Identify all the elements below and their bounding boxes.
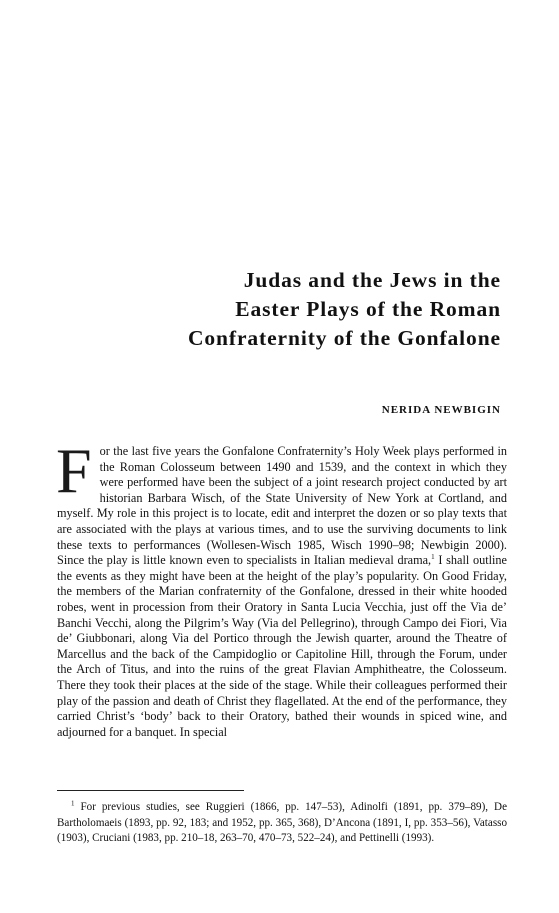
body-text-part-1: or the last five years the Gonfalone Confraternity’s Holy Week plays performed in the Roman Colosseum between 1490 and 1539, and the context in which they were performed have been the subject of a joint research project conducted by art historian Barbara Wisch, of the State University of New York at Cortland, and myself. My role in this project is to locate, edit and interpret the dozen or so play texts that are associated with the plays at various times, and to use the surviving documents to link these texts to performances (Wollesen-Wisch 1985, Wisch 1990–98; Newbigin 2000). Since the play is little known even to specialists in Italian medieval drama,	[57, 444, 507, 568]
footnote	[57, 800, 507, 847]
article-title	[188, 266, 501, 353]
footnote-text: For previous studies, see Ruggieri (1866, pp. 147–53), Adinolfi (1891, pp. 379–89), De Bartholomaeis (1893, pp. 92, 183; and 1952, pp. 365, 368), D’Ancona (1891, I, pp. 353–56), Vatasso (1903), Cruciani (1983, pp. 210–18, 263–70, 470–73, 522–24), and Pettinelli (1993).	[57, 801, 507, 844]
body-text-part-2: I shall outline the events as they might have been at the height of the play’s popularity. On Good Friday, the members of the Marian confraternity of the Gonfalone, dressed in their white hooded robes, went in procession from their Oratory in Santa Lucia Vecchia, just off the Via de’ Banchi Vecchi, along the Pilgrim’s Way (Via del Pellegrino), through Campo dei Fiori, Via de’ Giubbonari, along Via del Portico through the Jewish quarter, around the Theatre of Marcellus and the back of the Campidoglio or Capitoline Hill, through the Forum, under the Arch of Titus, and into the ruins of the great Flavian Amphitheatre, the Colosseum. There they took their places at the side of the stage. While their colleagues performed their play of the passion and death of Christ they flagellated. At the end of the performance, they carried Christ’s ‘body’ back to their Oratory, bathed their wounds in spiced wine, and adjourned for a banquet. In special	[57, 553, 507, 739]
title-line-2: Easter Plays of the Roman	[235, 297, 501, 321]
footnote-reference: 1	[431, 553, 435, 562]
title-line-3: Confraternity of the Gonfalone	[187, 326, 501, 350]
body-paragraph	[56, 435, 507, 740]
title-line-1: Judas and the Jews in the	[243, 268, 501, 292]
footnote-divider	[57, 790, 244, 791]
author-name: NERIDA NEWBIGIN	[381, 404, 501, 416]
drop-cap: F	[56, 435, 92, 506]
footnote-marker: 1	[71, 799, 75, 808]
